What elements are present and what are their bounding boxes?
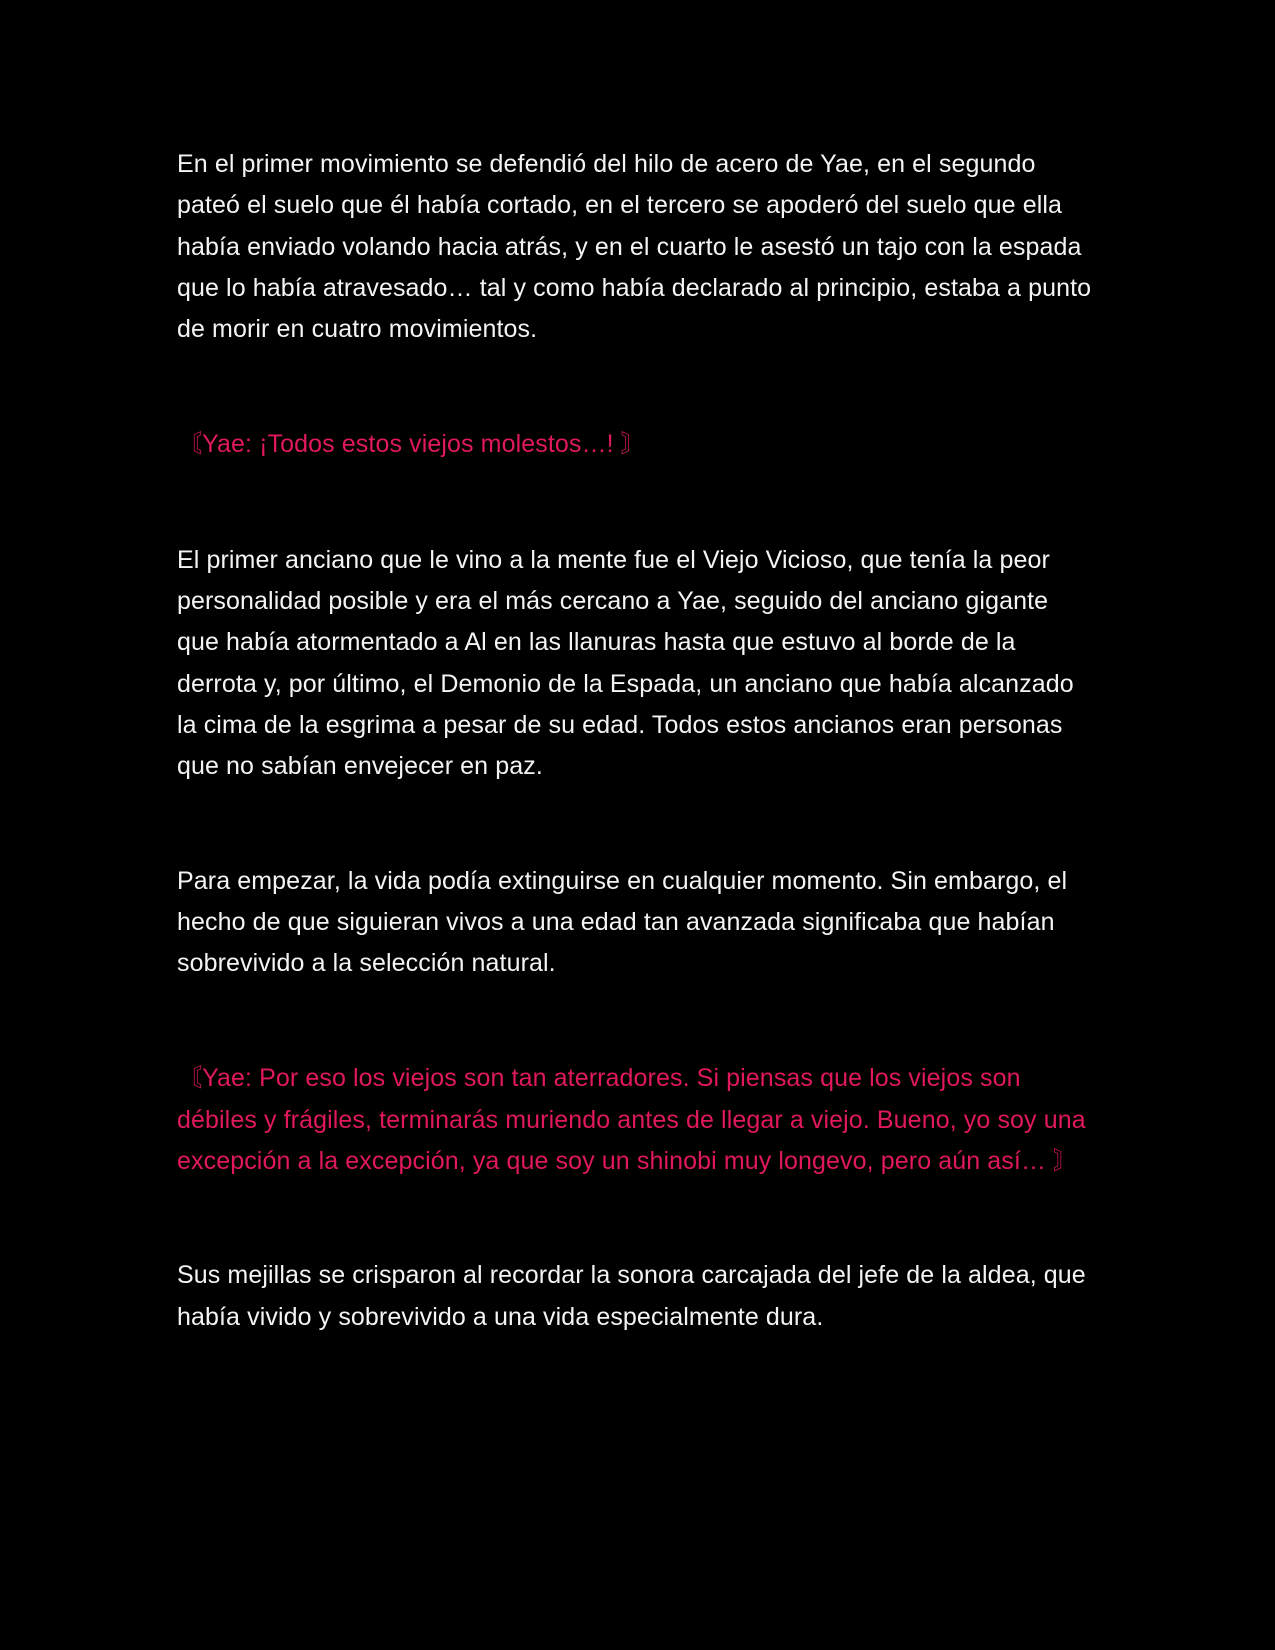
dialog-paragraph-yae: 〘Yae: ¡Todos estos viejos molestos…! 〙 (177, 430, 646, 459)
paragraph-spacer (177, 350, 1097, 424)
narration-paragraph: En el primer movimiento se defendió del hilo de acero de Yae, en el segundo pateó el suelo que él había cortado, en el tercero se apoderó del suelo que ella había enviado volando hacia atrás, y en el cuarto le asestó un tajo con la espada que lo había atravesado… tal y como había declarado al principio, estaba a punto de morir en cuatro movimientos. (177, 150, 1092, 344)
paragraph-spacer (177, 984, 1097, 1058)
paragraph-spacer (177, 466, 1097, 540)
narration-paragraph: El primer anciano que le vino a la mente fue el Viejo Vicioso, que tenía la peor personalidad posible y era el más cercano a Yae, seguido del anciano gigante que había atormentado a Al en las llanuras hasta que estuvo al borde de la derrota y, por último, el Demonio de la Espada, un anciano que había alcanzado la cima de la esgrima a pesar de su edad. Todos estos ancianos eran personas que no sabían envejecer en paz. (177, 545, 1074, 781)
dialog-paragraph-yae: 〘Yae: Por eso los viejos son tan aterradores. Si piensas que los viejos son débiles y frágiles, terminarás muriendo antes de llegar a viejo. Bueno, yo soy una excepción a la excepción, ya que soy un shinobi muy longevo, pero aún así… 〙 (177, 1064, 1086, 1176)
narration-paragraph: Sus mejillas se crisparon al recordar la sonora carcajada del jefe de la aldea, que había vivido y sobrevivido a una vida especialmente dura. (177, 1261, 1086, 1331)
document-page (177, 144, 1097, 1338)
narration-paragraph: Para empezar, la vida podía extinguirse en cualquier momento. Sin embargo, el hecho de que siguieran vivos a una edad tan avanzada significaba que habían sobrevivido a la selección natural. (177, 866, 1068, 978)
paragraph-spacer (177, 1182, 1097, 1255)
paragraph-spacer (177, 788, 1097, 861)
